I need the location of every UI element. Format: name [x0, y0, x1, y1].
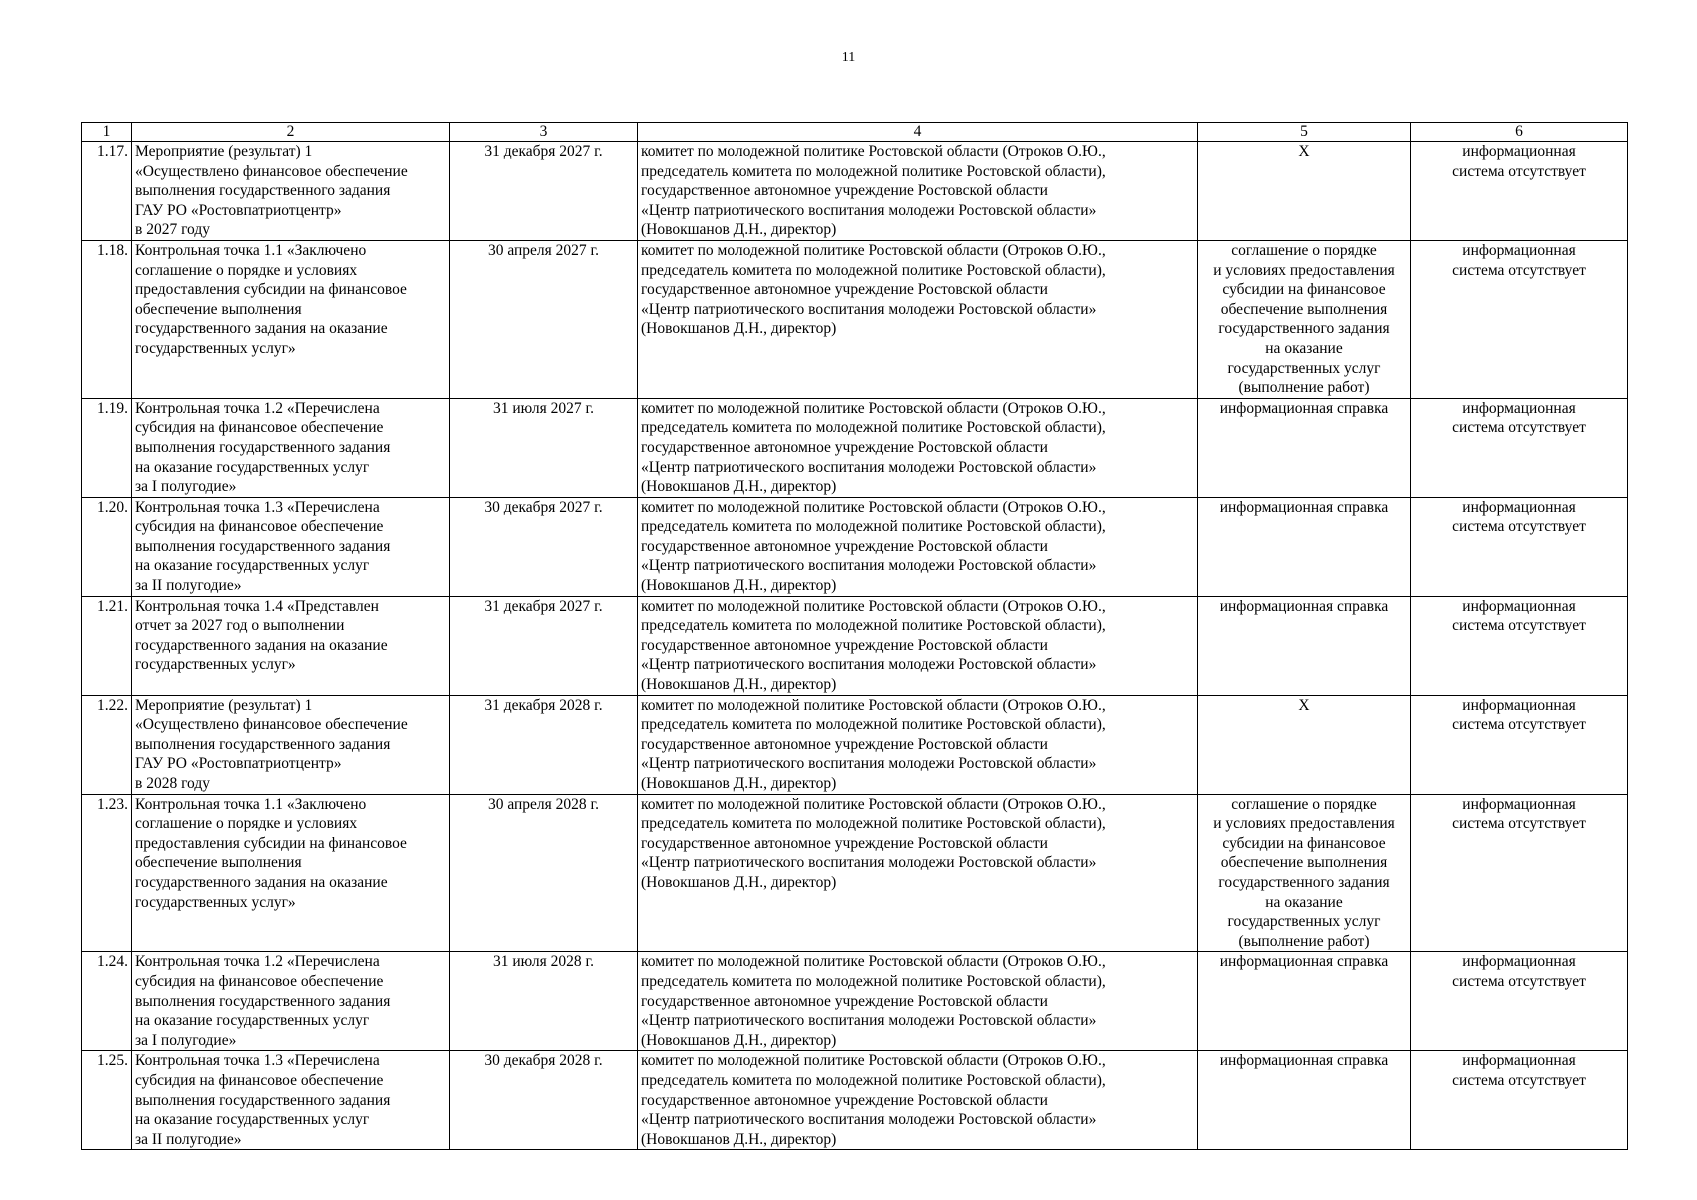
responsible-party: комитет по молодежной политике Ростовской области (Отроков О.Ю., председатель комитета по молодежной политике Ростовской области), государственное автономное учреждение Ростовской области «Центр патриотического воспитания молодежи Ростовской области» (Новокшанов Д.Н., директор): [638, 142, 1198, 241]
responsible-party: комитет по молодежной политике Ростовской области (Отроков О.Ю., председатель комитета по молодежной политике Ростовской области), государственное автономное учреждение Ростовской области «Центр патриотического воспитания молодежи Ростовской области» (Новокшанов Д.Н., директор): [638, 497, 1198, 596]
row-number: 1.24.: [82, 952, 132, 1051]
info-system: информационная система отсутствует: [1411, 794, 1628, 952]
header-cell: 5: [1198, 123, 1411, 142]
confirming-document: X: [1198, 695, 1411, 794]
header-cell: 3: [450, 123, 638, 142]
row-number: 1.23.: [82, 794, 132, 952]
header-cell: 6: [1411, 123, 1628, 142]
table-row: [82, 497, 1628, 596]
event-name: Контрольная точка 1.1 «Заключено соглашение о порядке и условиях предоставления субсидии на финансовое обеспечение выполнения государственного задания на оказание государственных услуг»: [132, 240, 450, 398]
table-row: [82, 695, 1628, 794]
deadline-date: 30 декабря 2028 г.: [450, 1051, 638, 1150]
row-number: 1.21.: [82, 596, 132, 695]
table-row: [82, 240, 1628, 398]
deadline-date: 31 июля 2028 г.: [450, 952, 638, 1051]
confirming-document: информационная справка: [1198, 1051, 1411, 1150]
info-system: информационная система отсутствует: [1411, 695, 1628, 794]
confirming-document: информационная справка: [1198, 952, 1411, 1051]
info-system: информационная система отсутствует: [1411, 952, 1628, 1051]
event-name: Мероприятие (результат) 1 «Осуществлено финансовое обеспечение выполнения государственного задания ГАУ РО «Ростовпатриотцентр» в 2028 году: [132, 695, 450, 794]
row-number: 1.22.: [82, 695, 132, 794]
responsible-party: комитет по молодежной политике Ростовской области (Отроков О.Ю., председатель комитета по молодежной политике Ростовской области), государственное автономное учреждение Ростовской области «Центр патриотического воспитания молодежи Ростовской области» (Новокшанов Д.Н., директор): [638, 952, 1198, 1051]
event-name: Контрольная точка 1.2 «Перечислена субсидия на финансовое обеспечение выполнения государственного задания на оказание государственных услуг за I полугодие»: [132, 952, 450, 1051]
event-name: Мероприятие (результат) 1 «Осуществлено финансовое обеспечение выполнения государственного задания ГАУ РО «Ростовпатриотцентр» в 2027 году: [132, 142, 450, 241]
event-name: Контрольная точка 1.3 «Перечислена субсидия на финансовое обеспечение выполнения государственного задания на оказание государственных услуг за II полугодие»: [132, 1051, 450, 1150]
table-row: [82, 398, 1628, 497]
confirming-document: информационная справка: [1198, 398, 1411, 497]
row-number: 1.17.: [82, 142, 132, 241]
header-cell: 2: [132, 123, 450, 142]
table-row: [82, 596, 1628, 695]
table-row: [82, 142, 1628, 241]
responsible-party: комитет по молодежной политике Ростовской области (Отроков О.Ю., председатель комитета по молодежной политике Ростовской области), государственное автономное учреждение Ростовской области «Центр патриотического воспитания молодежи Ростовской области» (Новокшанов Д.Н., директор): [638, 240, 1198, 398]
deadline-date: 31 декабря 2028 г.: [450, 695, 638, 794]
table-row: [82, 952, 1628, 1051]
row-number: 1.19.: [82, 398, 132, 497]
info-system: информационная система отсутствует: [1411, 596, 1628, 695]
row-number: 1.25.: [82, 1051, 132, 1150]
confirming-document: X: [1198, 142, 1411, 241]
event-name: Контрольная точка 1.4 «Представлен отчет за 2027 год о выполнении государственного задания на оказание государственных услуг»: [132, 596, 450, 695]
responsible-party: комитет по молодежной политике Ростовской области (Отроков О.Ю., председатель комитета по молодежной политике Ростовской области), государственное автономное учреждение Ростовской области «Центр патриотического воспитания молодежи Ростовской области» (Новокшанов Д.Н., директор): [638, 1051, 1198, 1150]
responsible-party: комитет по молодежной политике Ростовской области (Отроков О.Ю., председатель комитета по молодежной политике Ростовской области), государственное автономное учреждение Ростовской области «Центр патриотического воспитания молодежи Ростовской области» (Новокшанов Д.Н., директор): [638, 398, 1198, 497]
info-system: информационная система отсутствует: [1411, 1051, 1628, 1150]
deadline-date: 31 декабря 2027 г.: [450, 596, 638, 695]
header-row: [82, 123, 1628, 142]
row-number: 1.20.: [82, 497, 132, 596]
responsible-party: комитет по молодежной политике Ростовской области (Отроков О.Ю., председатель комитета по молодежной политике Ростовской области), государственное автономное учреждение Ростовской области «Центр патриотического воспитания молодежи Ростовской области» (Новокшанов Д.Н., директор): [638, 794, 1198, 952]
table-row: [82, 794, 1628, 952]
deadline-date: 30 декабря 2027 г.: [450, 497, 638, 596]
table-row: [82, 1051, 1628, 1150]
info-system: информационная система отсутствует: [1411, 497, 1628, 596]
row-number: 1.18.: [82, 240, 132, 398]
event-name: Контрольная точка 1.3 «Перечислена субсидия на финансовое обеспечение выполнения государственного задания на оказание государственных услуг за II полугодие»: [132, 497, 450, 596]
event-name: Контрольная точка 1.2 «Перечислена субсидия на финансовое обеспечение выполнения государственного задания на оказание государственных услуг за I полугодие»: [132, 398, 450, 497]
info-system: информационная система отсутствует: [1411, 142, 1628, 241]
header-cell: 4: [638, 123, 1198, 142]
responsible-party: комитет по молодежной политике Ростовской области (Отроков О.Ю., председатель комитета по молодежной политике Ростовской области), государственное автономное учреждение Ростовской области «Центр патриотического воспитания молодежи Ростовской области» (Новокшанов Д.Н., директор): [638, 695, 1198, 794]
events-table: [81, 122, 1628, 1150]
event-name: Контрольная точка 1.1 «Заключено соглашение о порядке и условиях предоставления субсидии на финансовое обеспечение выполнения государственного задания на оказание государственных услуг»: [132, 794, 450, 952]
page-number: 11: [841, 50, 856, 65]
confirming-document: информационная справка: [1198, 497, 1411, 596]
confirming-document: соглашение о порядке и условиях предоставления субсидии на финансовое обеспечение выполнения государственного задания на оказание государственных услуг (выполнение работ): [1198, 240, 1411, 398]
confirming-document: соглашение о порядке и условиях предоставления субсидии на финансовое обеспечение выполнения государственного задания на оказание государственных услуг (выполнение работ): [1198, 794, 1411, 952]
deadline-date: 30 апреля 2027 г.: [450, 240, 638, 398]
header-cell: 1: [82, 123, 132, 142]
deadline-date: 31 июля 2027 г.: [450, 398, 638, 497]
info-system: информационная система отсутствует: [1411, 398, 1628, 497]
responsible-party: комитет по молодежной политике Ростовской области (Отроков О.Ю., председатель комитета по молодежной политике Ростовской области), государственное автономное учреждение Ростовской области «Центр патриотического воспитания молодежи Ростовской области» (Новокшанов Д.Н., директор): [638, 596, 1198, 695]
deadline-date: 31 декабря 2027 г.: [450, 142, 638, 241]
info-system: информационная система отсутствует: [1411, 240, 1628, 398]
confirming-document: информационная справка: [1198, 596, 1411, 695]
deadline-date: 30 апреля 2028 г.: [450, 794, 638, 952]
